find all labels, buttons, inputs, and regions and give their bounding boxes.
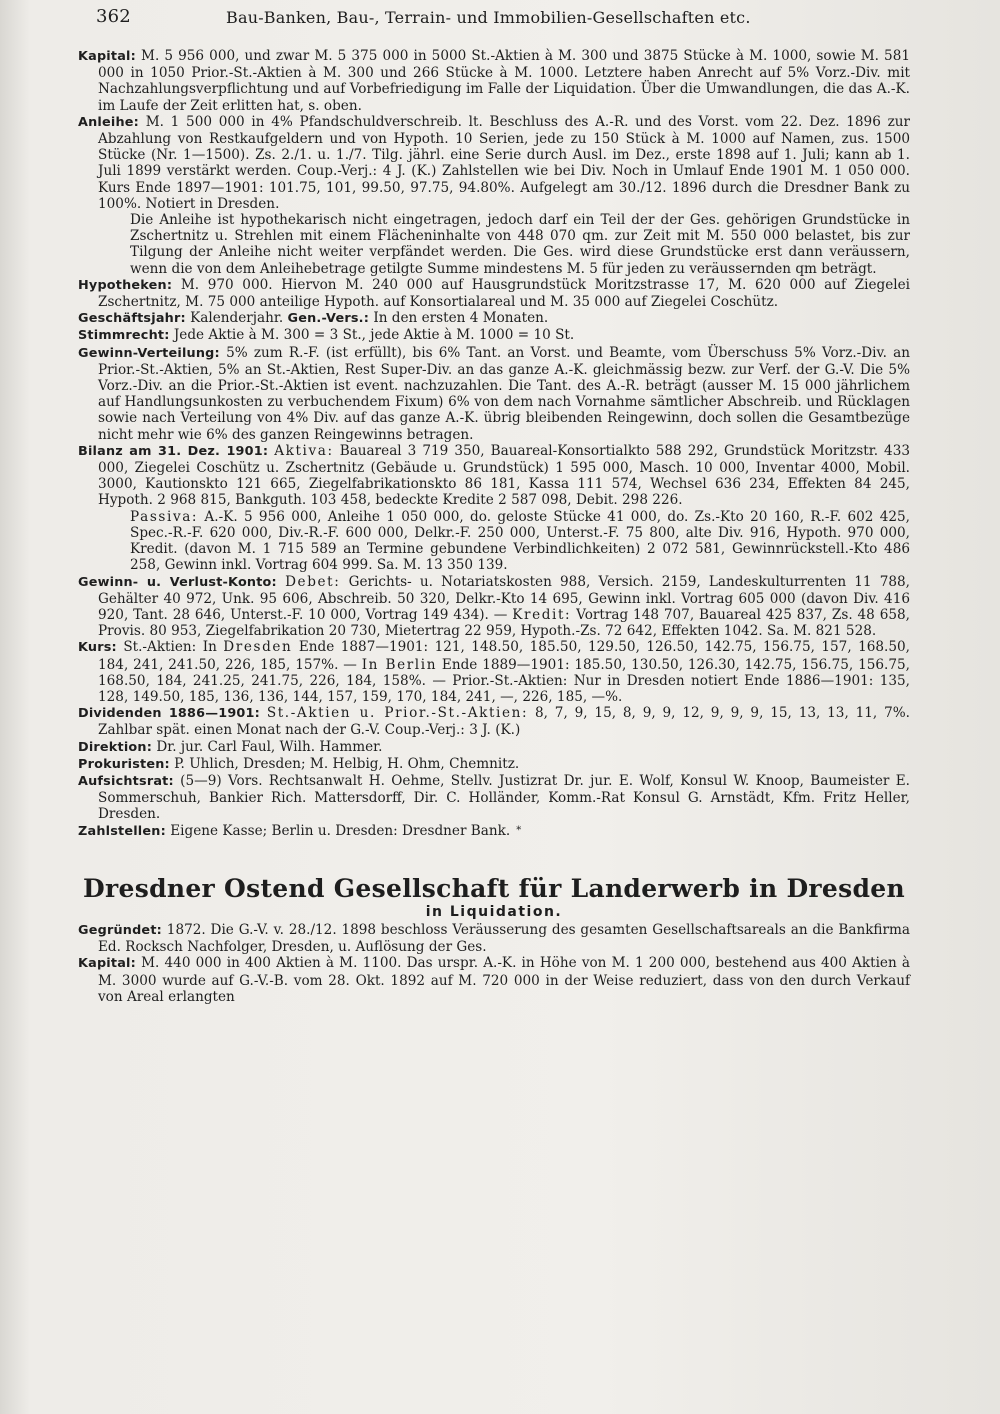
company-status: in Liquidation. — [425, 903, 563, 920]
entry-aufsichtsrat: Aufsichtsrat: (5—9) Vors. Rechtsanwalt H. Oehme, Stellv. Justizrat Dr. jur. E. Wolf, Konsul W. Knoop, Baumeister E. Sommerschuh, Bankier Rich. Mattersdorff, Dir. C. Holländer, Komm.-Rat Konsul G. Arnstädt, Kfm. Fritz Heller, Dresden. — [78, 772, 910, 823]
entry-gegruendet: Gegründet: 1872. Die G.-V. v. 28./12. 1898 beschloss Veräusserung des gesamten Gesellschaftsareals an die Bankfirma Ed. Rocksch Nachfolger, Dresden, u. Auflösung der Ges. — [78, 921, 910, 956]
entry-prokuristen: Prokuristen: P. Uhlich, Dresden; M. Helbig, H. Ohm, Chemnitz. — [78, 755, 520, 772]
entry-gewinn-verlust: Gewinn- u. Verlust-Konto: Debet: Gerichts- u. Notariatskosten 988, Versich. 2159, Landeskulturrenten 11 788, Gehälter 40 972, Unk. 95 606, Abschreib. 50 320, Delkr.-Kto 14 695, Gewinn inkl. Vortrag 605 000 (davon Div. 416 920, Tant. 28 646, Unterst.-F. 10 000, Vortrag 149 434). — Kredit: Vortrag 148 707, Bauareal 425 837, Zs. 48 658, Provis. 80 953, Ziegelfabrikation 20 730, Mietertrag 22 959, Hypoth.-Zs. 72 642, Effekten 1042. Sa. M. 821 528. — [78, 573, 910, 640]
company-title: Dresdner Ostend Gesellschaft für Landerwerb in Dresden — [83, 873, 905, 903]
running-title: Bau-Banken, Bau-, Terrain- und Immobilien-Gesellschaften etc. — [226, 8, 751, 27]
entry-kapital-ostend: Kapital: M. 440 000 in 400 Aktien à M. 1100. Das urspr. A.-K. in Höhe von M. 1 200 000, bestehend aus 400 Aktien à M. 3000 wurde auf G.-V.-B. vom 28. Okt. 1892 auf M. 720 000 in der Weise reduziert, dass von den durch Verkauf von Areal erlangten — [78, 955, 910, 1005]
entry-geschaeftsjahr: Geschäftsjahr: Kalenderjahr. Gen.-Vers.: In den ersten 4 Monaten. — [78, 310, 549, 327]
entry-zahlstellen: Zahlstellen: Eigene Kasse; Berlin u. Dresden: Dresdner Bank. * — [78, 822, 522, 839]
page-number: 362 — [96, 6, 131, 27]
entry-dividenden: Dividenden 1886—1901: St.-Aktien u. Prior.-St.-Aktien: 8, 7, 9, 15, 8, 9, 9, 12, 9, 9, 9, 15, 13, 13, 11, 7%. Zahlbar spät. einen Monat nach der G.-V. Coup.-Verj.: 3 J. (K.) — [78, 705, 910, 739]
entry-bilanz-aktiva: Bilanz am 31. Dez. 1901: Aktiva: Bauareal 3 719 350, Bauareal-Konsortialkto 588 292, Grundstück Moritzstr. 433 000, Ziegelei Coschütz u. Zschertnitz (Gebäude u. Grundstück) 1 595 000, Masch. 10 000, Inventar 4000, Mobil. 3000, Kautionskto 121 665, Ziegelfabrikationskto 86 181, Kassa 111 574, Wechsel 636 234, Effekten 84 245, Hypoth. 2 968 815, Bankguth. 103 458, bedeckte Kredite 2 587 098, Debit. 298 226. — [78, 442, 911, 509]
entry-stimmrecht: Stimmrecht: Jede Aktie à M. 300 = 3 St., jede Aktie à M. 1000 = 10 St. — [78, 327, 575, 344]
entry-anleihe: Anleihe: M. 1 500 000 in 4% Pfandschuldverschreib. lt. Beschluss des A.-R. und des Vorst. vom 22. Dez. 1896 zur Abzahlung von Restkaufgeldern und von Hypoth. 10 Serien, jede zu 150 Stück à M. 1000 auf Namen, zus. 1500 Stücke (Nr. 1—1500). Zs. 2./1. u. 1./7. Tilg. jährl. eine Serie durch Ausl. im Dez., erste 1898 auf 1. Juli; kann ab 1. Juli 1899 verstärkt werden. Coup.-Verj.: 4 J. (K.) Zahlstellen wie bei Div. Noch in Umlauf Ende 1901 M. 1 050 000. Kurs Ende 1897—1901: 101.75, 101, 99.50, 97.75, 94.80%. Aufgelegt am 30./12. 1896 durch die Dresdner Bank zu 100%. Notiert in Dresden. — [78, 113, 910, 212]
entry-kurs: Kurs: St.-Aktien: In Dresden Ende 1887—1901: 121, 148.50, 185.50, 129.50, 126.50, 142.75, 156.75, 157, 168.50, 184, 241, 241.50, 226, 185, 157%. — In Berlin Ende 1889—1901: 185.50, 130.50, 126.30, 142.75, 156.75, 156.75, 168.50, 184, 241.25, 241.75, 226, 184, 158%. — Prior.-St.-Aktien: Nur in Dresden notiert Ende 1886—1901: 135, 128, 149.50, 185, 136, 136, 144, 157, 159, 170, 184, 241, —, 226, 185, —%. — [78, 639, 910, 705]
running-header — [96, 6, 916, 32]
entry-kapital: Kapital: M. 5 956 000, und zwar M. 5 375 000 in 5000 St.-Aktien à M. 300 und 3875 Stücke à M. 1000, sowie M. 581 000 in 1050 Prior.-St.-Aktien à M. 300 und 266 Stücke à M. 1000. Letztere haben Anrecht auf 5% Vorz.-Div. mit Nachzahlungsverpflichtung und auf Vorbefriedigung im Falle der Liquidation. Über die Umwandlungen, die das A.-K. im Laufe der Zeit erlitten hat, s. oben. — [78, 48, 910, 114]
entry-bilanz-passiva: Passiva: A.-K. 5 956 000, Anleihe 1 050 000, do. geloste Stücke 41 000, do. Zs.-Kto 20 160, R.-F. 602 425, Spec.-R.-F. 620 000, Div.-R.-F. 600 000, Delkr.-F. 250 000, Unterst.-F. 75 800, alte Div. 916, Hypoth. 970 000, Kredit. (davon M. 1 715 589 an Termine gebundene Verbindlichkeiten) 2 072 581, Gewinnrückstell.-Kto 486 258, Gewinn inkl. Vortrag 604 999. Sa. M. 13 350 139. — [130, 508, 910, 574]
entry-direktion: Direktion: Dr. jur. Carl Faul, Wilh. Hammer. — [78, 738, 383, 755]
entry-anleihe-note: Die Anleihe ist hypothekarisch nicht eingetragen, jedoch darf ein Teil der der Ges. gehörigen Grundstücke in Zschertnitz u. Strehlen mit einem Flächeninhalte von 448 070 qm. zur Zeit mit M. 550 000 belastet, bis zur Tilgung der Anleihe nicht weiter verpfändet werden. Die Ges. wird diese Grundstücke erst dann veräussern, wenn die von dem Anleihebetrage getilgte Summe mindestens M. 5 für jeden zu veräussernden qm beträgt. — [130, 212, 910, 277]
entry-hypotheken: Hypotheken: M. 970 000. Hiervon M. 240 000 auf Hausgrundstück Moritzstrasse 17, M. 620 000 auf Ziegelei Zschertnitz, M. 75 000 anteilige Hypoth. auf Konsortialareal und M. 35 000 auf Ziegelei Coschütz. — [78, 276, 910, 311]
footnote-star: * — [516, 824, 522, 836]
document-body — [78, 48, 910, 1005]
entry-gewinn-verteilung: Gewinn-Verteilung: 5% zum R.-F. (ist erfüllt), bis 6% Tant. an Vorst. und Beamte, vom Überschuss 5% Vorz.-Div. an Prior.-St.-Aktien, 5% an St.-Aktien, Rest Super-Div. an das ganze A.-K. gleichmässig bezw. zur Verf. der G.-V. Die 5% Vorz.-Div. an die Prior.-St.-Aktien ist event. nachzuzahlen. Die Tant. des A.-R. beträgt (ausser M. 15 000 jährlichem auf Handlungsunkosten zu verbuchendem Fixum) 6% von dem nach Vornahme sämtlicher Abschreib. und Rücklagen sowie nach Verteilung von 4% Div. auf das ganze A.-K. übrig bleibenden Reingewinn, doch sollen die Gesamtbezüge nicht mehr wie 6% des ganzen Reingewinns betragen. — [78, 344, 910, 443]
